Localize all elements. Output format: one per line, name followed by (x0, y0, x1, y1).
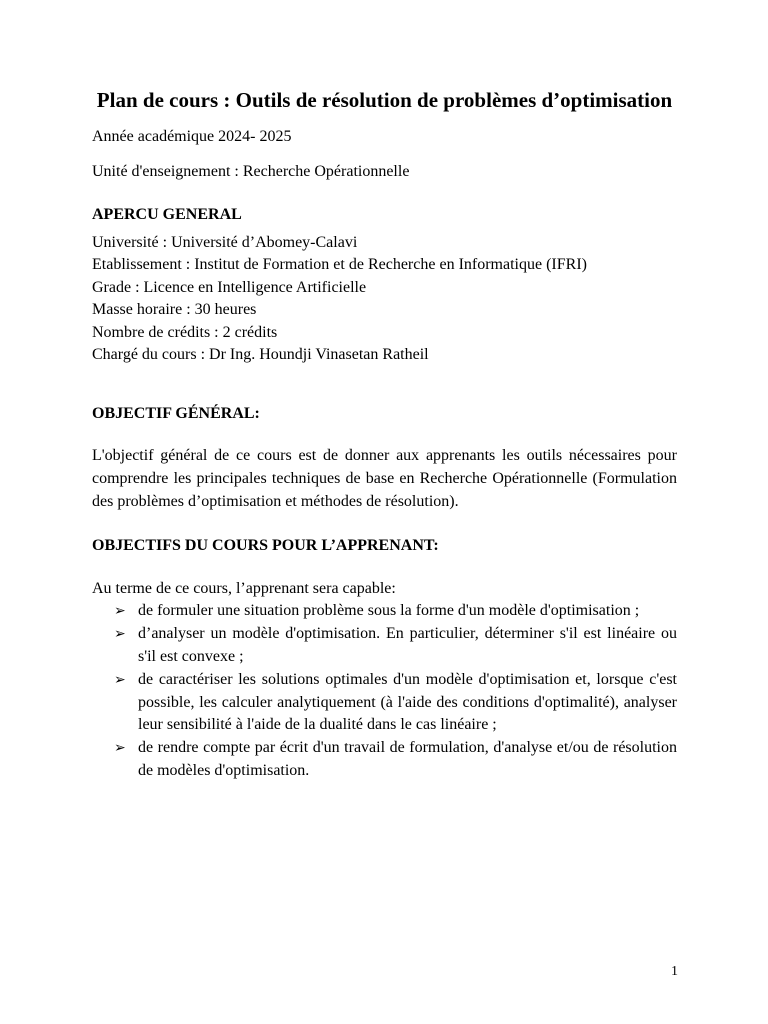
list-item-text: d’analyser un modèle d'optimisation. En particulier, déterminer s'il est linéaire ou s'il est convexe ; (138, 625, 677, 665)
spacer (92, 149, 677, 161)
overview-grade: Grade : Licence en Intelligence Artificielle (92, 278, 367, 296)
arrow-bullet-icon: ➢ (114, 740, 126, 757)
teaching-unit: Unité d'enseignement : Recherche Opérationnelle (92, 162, 410, 180)
page-number: 1 (671, 964, 678, 979)
general-objective-heading: OBJECTIF GÉNÉRAL: (92, 404, 260, 422)
overview-institution: Etablissement : Institut de Formation et de Recherche en Informatique (IFRI) (92, 256, 587, 273)
list-item-text: de rendre compte par écrit d'un travail de formulation, d'analyse et/ou de résolution de modèles d'optimisation. (138, 739, 677, 779)
list-item-text: de caractériser les solutions optimales d'un modèle d'optimisation et, lorsque c'est possible, les calculer analytiquement (à l'aide des conditions d'optimalité), analyser leur sensibilité à l'aide de la dualité dans le cas linéaire ; (138, 670, 677, 734)
spacer (92, 367, 677, 403)
document-page (92, 88, 677, 783)
learner-objectives-heading: OBJECTIFS DU COURS POUR L’APPRENANT: (92, 537, 439, 555)
arrow-bullet-icon: ➢ (114, 671, 126, 688)
academic-year: Année académique 2024- 2025 (92, 128, 292, 145)
spacer (92, 425, 677, 445)
learner-objectives-list (92, 600, 677, 782)
overview-lecturer: Chargé du cours : Dr Ing. Houndji Vinasetan Ratheil (92, 346, 429, 363)
document-title: Plan de cours : Outils de résolution de problèmes d’optimisation (96, 88, 673, 112)
spacer (92, 513, 677, 535)
spacer (92, 183, 677, 204)
learner-objectives-intro: Au terme de ce cours, l’apprenant sera capable: (92, 579, 396, 597)
spacer (92, 558, 677, 578)
overview-credits: Nombre de crédits : 2 crédits (92, 323, 278, 341)
list-item-text: de formuler une situation problème sous la forme d'un modèle d'optimisation ; (138, 602, 640, 620)
overview-university: Université : Université d’Abomey-Calavi (92, 233, 358, 251)
overview-heading: APERCU GENERAL (92, 206, 242, 223)
list-item (92, 737, 677, 783)
arrow-bullet-icon: ➢ (114, 626, 126, 643)
general-objective-text: L'objectif général de ce cours est de donner aux apprenants les outils nécessaires pour comprendre les principales techniques de base en Recherche Opérationnelle (Formulation des problèmes d’optimisation et méthodes de résolution). (92, 447, 677, 510)
list-item (92, 623, 677, 669)
list-item (92, 669, 677, 737)
overview-hours: Masse horaire : 30 heures (92, 301, 257, 318)
list-item (92, 600, 677, 623)
arrow-bullet-icon: ➢ (114, 603, 126, 620)
